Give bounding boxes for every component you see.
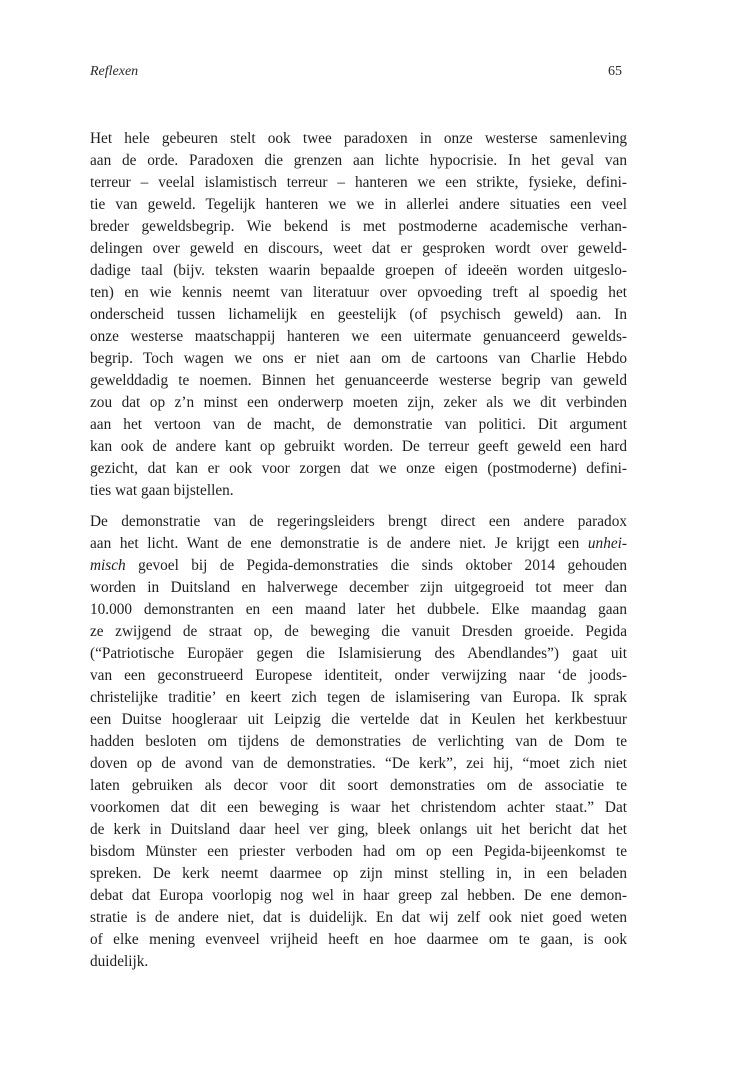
text-line: breder geweldsbegrip. Wie bekend is met postmoderne academische verhan- (90, 218, 627, 235)
text-line: laten gebruiken als decor voor dit soort demonstraties om de associatie te (90, 777, 627, 794)
text-line: gezicht, dat kan er ook voor zorgen dat we onze eigen (postmoderne) defini- (90, 460, 627, 477)
text-line: aan de orde. Paradoxen die grenzen aan lichte hypocrisie. In het geval van (90, 152, 627, 169)
text-line: aan het vertoon van de macht, de demonstratie van politici. Dit argument (90, 416, 627, 433)
text-line: doven op de avond van de demonstraties. “De kerk”, zei hij, “moet zich niet (90, 755, 627, 772)
text-line: delingen over geweld en discours, weet dat er gesproken wordt over geweld- (90, 240, 627, 257)
text-line: terreur – veelal islamistisch terreur – hanteren we een strikte, fysieke, defini- (90, 174, 627, 191)
italic-word: unhei- (587, 535, 627, 552)
text-segment: aan het licht. Want de ene demonstratie is de andere niet. Je krijgt een (90, 535, 588, 552)
text-line: 10.000 demonstranten en een maand later het dubbele. Elke maandag gaan (90, 601, 627, 618)
page-number: 65 (608, 64, 622, 79)
text-line: begrip. Toch wagen we ons er niet aan om de cartoons van Charlie Hebdo (90, 350, 627, 367)
text-line: De demonstratie van de regeringsleiders brengt direct een andere paradox (90, 513, 627, 530)
text-segment: gevoel bij de Pegida-demonstraties die sinds oktober 2014 gehouden (125, 557, 627, 574)
text-line: een Duitse hoogleraar uit Leipzig die vertelde dat in Keulen het kerkbestuur (90, 711, 627, 728)
text-line: bisdom Münster een priester verboden had om op een Pegida-bijeenkomst te (90, 843, 627, 860)
text-line: stratie is de andere niet, dat is duidelijk. En dat wij zelf ook niet goed weten (90, 909, 627, 926)
text-line: kan ook de andere kant op gebruikt worden. De terreur geeft geweld een hard (90, 438, 627, 455)
text-line: van een geconstrueerd Europese identiteit, onder verwijzing naar ‘de joods- (90, 667, 627, 684)
text-line: ties wat gaan bijstellen. (90, 482, 234, 499)
text-line: dadige taal (bijv. teksten waarin bepaalde groepen of ideeën worden uitgeslo- (90, 262, 627, 279)
text-line: ten) en wie kennis neemt van literatuur over opvoeding treft al spoedig het (90, 284, 627, 301)
running-title: Reflexen (90, 64, 139, 79)
text-line: duidelijk. (90, 953, 149, 970)
text-line: (“Patriotische Europäer gegen die Islamisierung des Abendlandes”) gaat uit (90, 645, 627, 662)
text-line: Het hele gebeuren stelt ook twee paradoxen in onze westerse samenleving (90, 130, 627, 147)
text-line: de kerk in Duitsland daar heel ver ging, bleek onlangs uit het bericht dat het (90, 821, 627, 838)
text-line: of elke mening evenveel vrijheid heeft en hoe daarmee om te gaan, is ook (90, 931, 627, 948)
paragraph-2 (90, 511, 627, 995)
text-line (90, 973, 627, 995)
text-line: onderscheid tussen lichamelijk en geestelijk (of psychisch geweld) aan. In (90, 306, 627, 323)
text-line: gewelddadig te noemen. Binnen het genuanceerde westerse begrip van geweld (90, 372, 627, 389)
text-line: spreken. De kerk neemt daarmee op zijn minst stelling in, in een beladen (90, 865, 627, 882)
text-line: tie van geweld. Tegelijk hanteren we we in allerlei andere situaties een veel (90, 196, 627, 213)
text-line: worden in Duitsland en halverwege december zijn uitgegroeid tot meer dan (90, 579, 627, 596)
text-line: christelijke traditie’ en keert zich tegen de islamisering van Europa. Ik sprak (90, 689, 627, 706)
text-line: voorkomen dat dit een beweging is waar het christendom achter staat.” Dat (90, 799, 627, 816)
text-line (90, 555, 627, 577)
text-line: debat dat Europa voorlopig nog wel in haar greep zal hebben. De ene demon- (90, 887, 627, 904)
text-line: hadden besloten om tijdens de demonstraties de verlichting van de Dom te (90, 733, 627, 750)
text-line: zou dat op z’n minst een onderwerp moeten zijn, zeker als we dit verbinden (90, 394, 627, 411)
text-line: ze zwijgend de straat op, de beweging die vanuit Dresden groeide. Pegida (90, 623, 627, 640)
paragraph-1 (90, 128, 627, 502)
text-line (90, 533, 627, 555)
italic-word: misch (90, 557, 126, 574)
text-line: onze westerse maatschappij hanteren we een uitermate genuanceerd gewelds- (90, 328, 627, 345)
